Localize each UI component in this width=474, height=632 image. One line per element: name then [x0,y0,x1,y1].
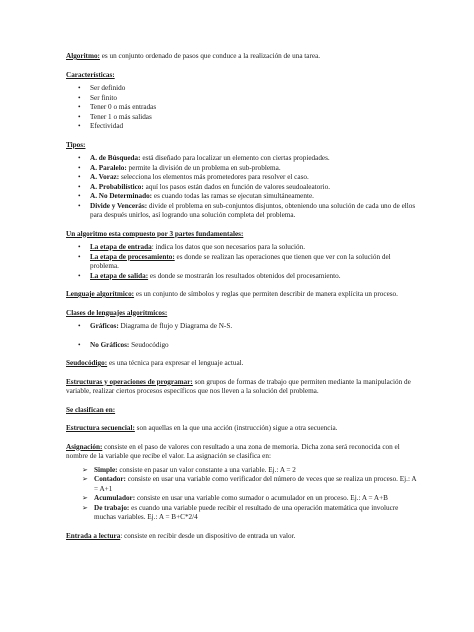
tipo-term: A. No Determinado: [90,192,153,200]
entrada-definition [66,532,418,542]
list-item [94,466,418,476]
asignacion-type-text: es cuando una variable puede recibir el resultado de una operación matemática que involucre muchas variables. Ej.: A = B+C*2/4 [94,503,399,521]
asignacion-type-text: consiste en usar una variable como verificador del número de veces que se realiza un proceso. Ej.: A = A+1 [94,475,417,493]
parte-text: es donde se realizan las operaciones que tienen que ver con la solución del problema. [90,252,391,270]
list-item [94,504,418,523]
clase-text: Seudocódigo [129,340,169,349]
clase-text: Diagrama de flujo y Diagrama de N-S. [118,322,233,330]
tipo-text: está diseñado para localizar un elemento con ciertas propiedades. [140,154,330,162]
algoritmo-definition [66,52,418,62]
partes-heading: Un algoritmo esta compuesto por 3 partes fundamentales: [66,229,244,238]
tipo-term: A. Probabilístico: [90,182,144,191]
list-item [90,243,418,253]
parte-term: La etapa de entrada [90,243,152,251]
tipo-text: divide el problema en sub-conjuntos disjuntos, obteniendo una solución de cada uno de ellos para después unirlos, así logrando una solución completa del problema. [90,201,416,219]
algoritmo-term: Algoritmo: [66,52,100,60]
document-body [66,52,418,550]
lenguaje-text: es un conjunto de símbolos y reglas que permiten describir de manera explícita un proceso. [134,290,398,298]
seudocodigo-definition [66,359,418,369]
tipo-text: aquí los pasos están dados en función de valores seudoaleatorio. [143,182,331,191]
clase-term: Gráficos: [90,322,119,330]
tipo-text: selecciona los elementos más prometedores para resolver el caso. [119,173,309,181]
asignacion-list [66,466,418,523]
clases-list [66,322,418,350]
asignacion-type-term: De trabajo: [94,503,130,512]
list-item [90,192,418,202]
asignacion-type-term: Simple: [94,465,118,474]
list-item: • Ser finito [90,94,418,104]
tipo-term: A. Voraz: [90,173,120,181]
list-item: • Ser definido [90,84,418,94]
list-item: • Tener 0 o más entradas [90,103,418,113]
tipo-term: Divide y Vencerás: [90,201,148,210]
lenguaje-definition [66,290,418,300]
parte-term: La etapa de salida: [90,271,149,280]
asignacion-text: consiste en el paso de valores con resultado a una zona de memoria. Dicha zona será reconocida con el nombre de la variable que recibe el valor. La asignación se clasifica en: [66,442,400,460]
list-item: • Efectividad [90,122,418,132]
entrada-text: : consiste en recibir desde un dispositivo de entrada un valor. [120,531,296,540]
list-item [94,494,418,504]
lenguaje-term: Lenguaje algorítmico: [66,290,135,298]
algoritmo-text: es un conjunto ordenado de pasos que conduce a la realización de una tarea. [99,52,321,60]
tipo-term: A. Paralelo: [90,163,127,172]
secuencial-text: son aquellas en la que una acción (instrucción) sigue a otra secuencia. [134,424,338,432]
estructuras-text: son grupos de formas de trabajo que permiten mediante la manipulación de variable, realizar ciertos procesos específicos que nos lleven a la solución del problema. [66,377,411,395]
seudocodigo-term: Seudocódigo: [66,359,108,367]
tipo-text: permite la división de un problema en sub-problema. [126,163,281,172]
list-item [90,183,418,193]
partes-list [66,243,418,281]
clasifican-heading: Se clasifican en: [66,405,116,414]
seudocodigo-text: es una técnica para expresar el lenguaje actual. [107,359,244,367]
list-item [90,154,418,164]
estructuras-definition [66,378,418,397]
caracteristicas-heading: Características: [66,70,115,79]
tipo-term: A. de Búsqueda: [90,154,141,162]
list-item [90,272,418,282]
list-item [90,341,418,351]
list-item [90,202,418,221]
secuencial-term: Estructura secuencial: [66,424,135,432]
parte-text: es donde se mostrarán los resultados obtenidos del procesamiento. [148,271,341,280]
list-item [90,164,418,174]
list-item [90,253,418,272]
asignacion-term: Asignación: [66,442,103,451]
clase-term: No Gráficos: [90,340,130,349]
asignacion-type-text: consiste en usar una variable como sumador o acumulador en un proceso. Ej.: A = A+B [135,494,388,502]
asignacion-definition [66,443,418,462]
clases-heading: Clases de lenguajes algorítmicos: [66,308,168,317]
asignacion-type-term: Acumulador: [94,494,136,502]
list-item: • Tener 1 o más salidas [90,113,418,123]
caracteristicas-list [66,84,418,132]
entrada-term: Entrada a lectura [66,531,121,540]
asignacion-type-term: Contador: [94,475,126,483]
estructuras-term: Estructuras y operaciones de programar: [66,377,193,386]
asignacion-type-text: consiste en pasar un valor constante a una variable. Ej.: A = 2 [117,465,296,474]
tipos-heading: Tipos: [66,140,86,149]
tipos-list [66,154,418,221]
list-item [90,173,418,183]
list-item [90,322,418,332]
parte-text: : indica los datos que son necesarios para la solución. [151,243,305,251]
secuencial-definition [66,424,418,434]
list-item [94,475,418,494]
tipo-text: es cuando todas las ramas se ejecutan simultáneamente. [152,192,314,200]
parte-term: La etapa de procesamiento: [90,252,175,261]
